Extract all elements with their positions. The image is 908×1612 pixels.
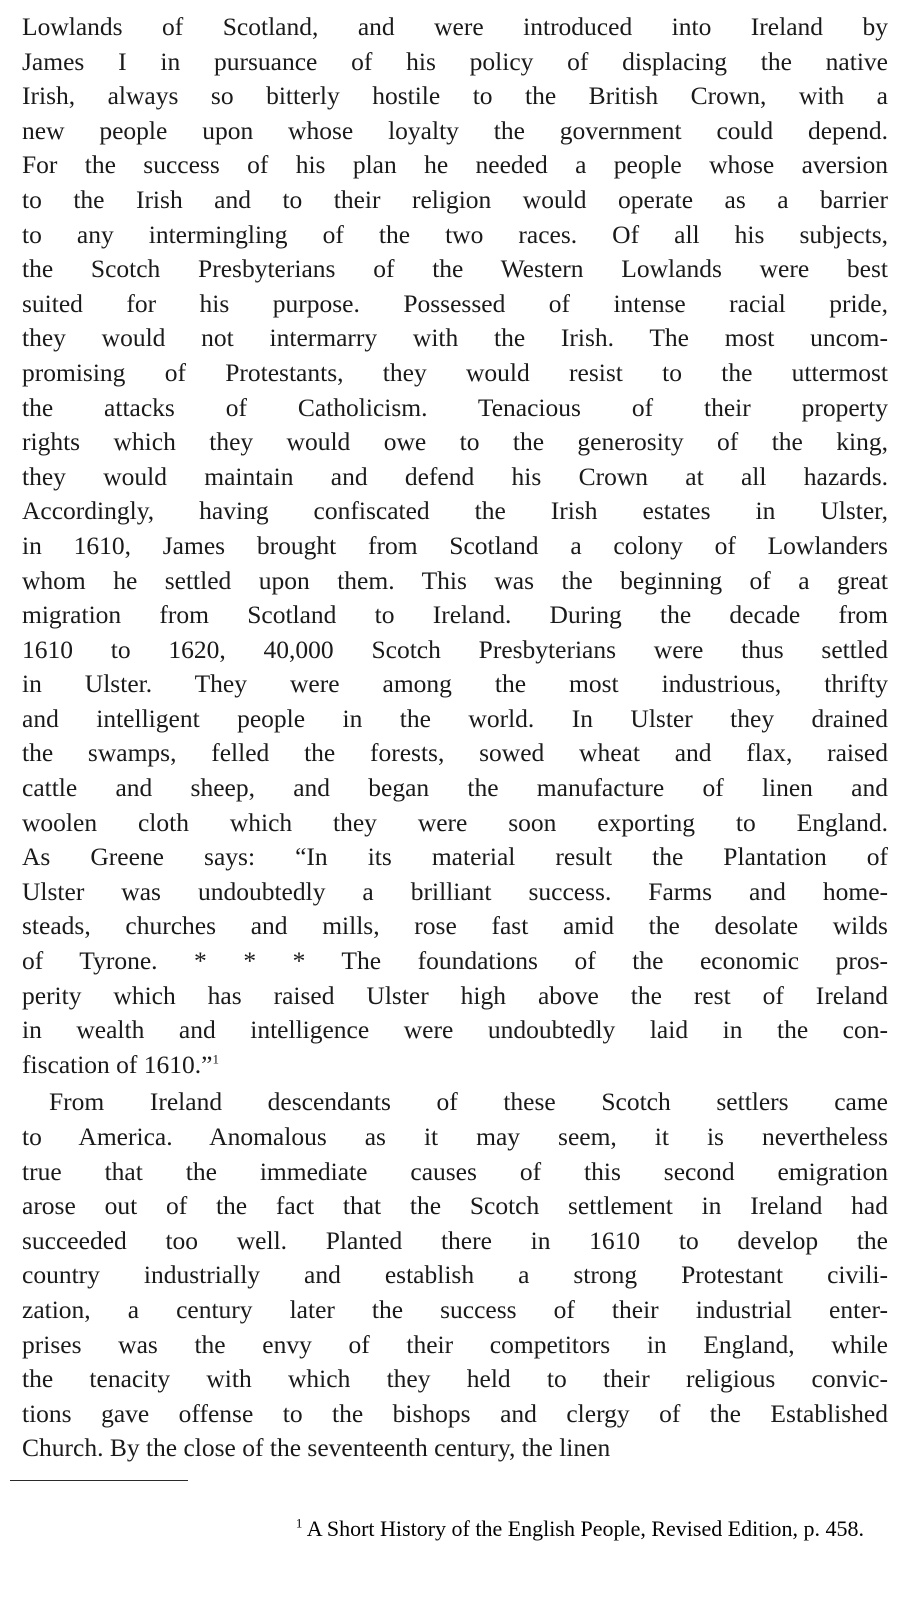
text-line-content: fiscation of 1610.”	[22, 1049, 213, 1079]
text-line	[22, 1085, 888, 1120]
text-line	[22, 321, 888, 356]
text-line-content: country industrially and establish a strong Protestant civili-	[22, 1260, 888, 1290]
text-line-content: For the success of his plan he needed a people whose aversion	[22, 150, 888, 180]
footnote-marker: 1	[295, 1515, 303, 1531]
text-line	[22, 1120, 888, 1155]
text-line-content: tions gave offense to the bishops and clergy of the Established	[22, 1398, 888, 1428]
text-line-content: From Ireland descendants of these Scotch settlers came	[49, 1087, 888, 1117]
text-line	[22, 1328, 888, 1363]
page-body	[22, 10, 888, 1466]
text-line	[22, 460, 888, 495]
text-line-content: 1610 to 1620, 40,000 Scotch Presbyterians were thus settled	[22, 634, 888, 664]
text-line-content: new people upon whose loyalty the government could depend.	[22, 115, 888, 145]
text-line	[22, 287, 888, 322]
text-line	[22, 1013, 888, 1048]
text-line	[22, 1224, 888, 1259]
text-line-content: they would maintain and defend his Crown at all hazards.	[22, 461, 888, 491]
text-line-content: Irish, always so bitterly hostile to the British Crown, with a	[22, 81, 888, 111]
text-line	[22, 1293, 888, 1328]
footnote	[102, 1514, 864, 1544]
text-line-content: the swamps, felled the forests, sowed wheat and flax, raised	[22, 738, 888, 768]
text-line	[22, 494, 888, 529]
text-line	[22, 598, 888, 633]
text-line-content: to any intermingling of the two races. Of all his subjects,	[22, 219, 888, 249]
text-line	[22, 1048, 888, 1083]
text-line-content: migration from Scotland to Ireland. During the decade from	[22, 600, 888, 630]
text-line	[22, 252, 888, 287]
text-line-content: in Ulster. They were among the most industrious, thrifty	[22, 669, 888, 699]
text-line	[22, 1189, 888, 1224]
text-line	[22, 356, 888, 391]
text-line-content: rights which they would owe to the generosity of the king,	[22, 427, 888, 457]
text-line-content: the Scotch Presbyterians of the Western Lowlands were best	[22, 254, 888, 284]
text-line	[22, 1362, 888, 1397]
text-line-content: As Greene says: “In its material result the Plantation of	[22, 842, 888, 872]
text-line-content: arose out of the fact that the Scotch settlement in Ireland had	[22, 1191, 888, 1221]
text-line-content: suited for his purpose. Possessed of intense racial pride,	[22, 288, 888, 318]
footnote-text: A Short History of the English People, Revised Edition, p. 458.	[306, 1516, 864, 1541]
text-line	[22, 183, 888, 218]
text-line-content: in wealth and intelligence were undoubtedly laid in the con-	[22, 1015, 888, 1045]
text-line	[22, 736, 888, 771]
text-line-content: perity which has raised Ulster high above the rest of Ireland	[22, 980, 888, 1010]
text-line-content: to America. Anomalous as it may seem, it is nevertheless	[22, 1122, 888, 1151]
paragraph	[22, 1085, 888, 1466]
text-line	[22, 979, 888, 1014]
text-line	[22, 771, 888, 806]
text-line	[22, 840, 888, 875]
text-line	[22, 391, 888, 426]
text-line-content: Church. By the close of the seventeenth century, the linen	[22, 1433, 611, 1463]
text-line	[22, 702, 888, 737]
text-line	[22, 148, 888, 183]
text-line-content: whom he settled upon them. This was the beginning of a great	[22, 565, 888, 595]
text-line	[22, 633, 888, 668]
text-line	[22, 45, 888, 80]
text-line-content: promising of Protestants, they would resist to the uttermost	[22, 357, 888, 387]
text-line	[22, 1397, 888, 1432]
text-line	[22, 114, 888, 149]
text-line	[22, 10, 888, 45]
text-line-content: to the Irish and to their religion would operate as a barrier	[22, 184, 888, 214]
text-line-content: the attacks of Catholicism. Tenacious of their property	[22, 392, 888, 422]
text-line-content: the tenacity with which they held to their religious convic-	[22, 1364, 888, 1394]
text-line	[22, 1155, 888, 1190]
text-line	[22, 218, 888, 253]
text-line-content: Ulster was undoubtedly a brilliant success. Farms and home-	[22, 876, 888, 906]
text-line-content: true that the immediate causes of this second emigration	[22, 1156, 888, 1186]
text-line	[22, 79, 888, 114]
text-line-content: Accordingly, having confiscated the Irish estates in Ulster,	[22, 496, 888, 526]
text-line	[22, 1258, 888, 1293]
text-line-content: zation, a century later the success of their industrial enter-	[22, 1294, 888, 1324]
text-line-content: in 1610, James brought from Scotland a colony of Lowlanders	[22, 530, 888, 560]
footnote-reference: 1	[212, 1051, 219, 1067]
text-line	[22, 529, 888, 564]
text-line-content: cattle and sheep, and began the manufacture of linen and	[22, 773, 888, 803]
text-line-content: steads, churches and mills, rose fast amid the desolate wilds	[22, 911, 888, 941]
text-line	[22, 944, 888, 979]
text-line	[22, 1431, 888, 1466]
text-line	[22, 667, 888, 702]
text-line	[22, 909, 888, 944]
paragraph	[22, 10, 888, 1082]
text-line	[22, 564, 888, 599]
text-line-content: woolen cloth which they were soon exporting to England.	[22, 807, 888, 837]
text-line-content: of Tyrone. * * * The foundations of the economic pros-	[22, 946, 888, 976]
text-line	[22, 425, 888, 460]
footnote-divider	[10, 1480, 188, 1481]
text-line-content: James I in pursuance of his policy of displacing the native	[22, 46, 888, 76]
text-line	[22, 806, 888, 841]
text-line-content: succeeded too well. Planted there in 1610 to develop the	[22, 1225, 888, 1255]
text-line	[22, 875, 888, 910]
text-line-content: Lowlands of Scotland, and were introduced into Ireland by	[22, 12, 888, 41]
text-line-content: prises was the envy of their competitors in England, while	[22, 1329, 888, 1359]
text-line-content: they would not intermarry with the Irish. The most uncom-	[22, 323, 888, 353]
text-line-content: and intelligent people in the world. In Ulster they drained	[22, 703, 888, 733]
